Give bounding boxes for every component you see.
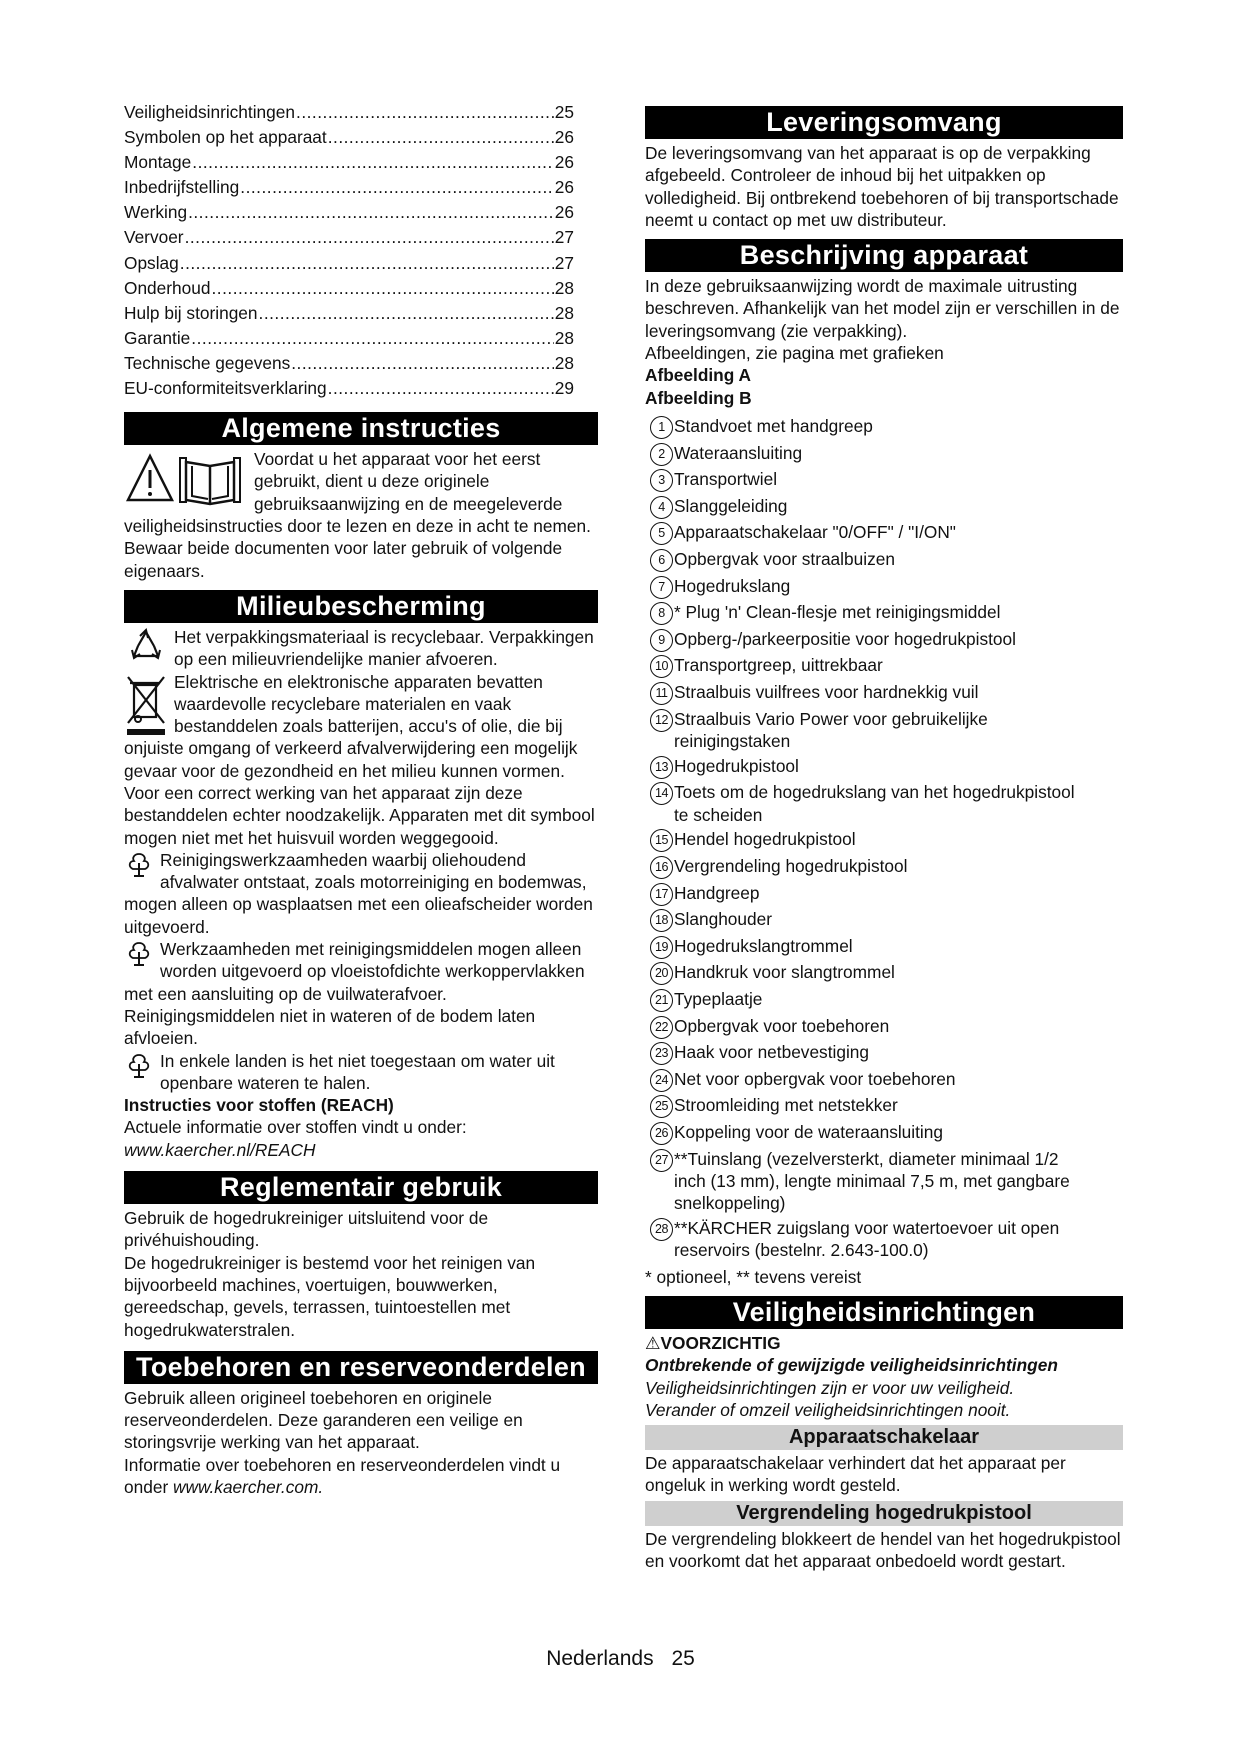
toc-entry[interactable] — [124, 176, 574, 201]
manual-book-icon — [180, 458, 240, 504]
item-text: Vergrendeling hogedrukpistool — [674, 856, 908, 877]
paragraph: In deze gebruiksaanwijzing wordt de maximale uitrusting beschreven. Afhankelijk van het model zijn er verschillen in de leveringsomvang (zie verpakking). — [645, 276, 1120, 341]
toc-leader — [296, 101, 554, 123]
item-text: Handkruk voor slangtrommel — [674, 962, 895, 983]
item-text: * Plug 'n' Clean-flesje met reinigingsmiddel — [674, 602, 1001, 623]
toc-leader — [191, 327, 553, 349]
item-text: Hendel hogedrukpistool — [674, 829, 856, 850]
item-text: Straalbuis vuilfrees voor hardnekkig vuil — [674, 681, 979, 702]
list-item — [650, 1217, 1123, 1262]
list-item — [650, 548, 1123, 572]
item-text: Straalbuis Vario Power voor gebruikelijke reinigingstaken — [674, 708, 988, 751]
item-number: 10 — [650, 655, 673, 678]
toc-entry[interactable] — [124, 277, 574, 302]
paragraph: Bewaar beide documenten voor later gebruik of volgende eigenaars. — [124, 538, 563, 581]
item-number: 16 — [650, 856, 673, 879]
toc-leader — [259, 302, 554, 324]
subheading-apparaatschakelaar: Apparaatschakelaar — [645, 1425, 1123, 1450]
list-item — [650, 1094, 1123, 1118]
water-block — [124, 1050, 598, 1095]
list-item — [650, 468, 1123, 492]
item-number: 3 — [650, 469, 673, 492]
parts-list — [645, 415, 1123, 1262]
figure-reference: Afbeeldingen, zie pagina met grafieken — [645, 343, 944, 364]
item-number: 20 — [650, 962, 673, 985]
warning-triangle-icon — [124, 448, 254, 510]
toc-leader — [291, 352, 554, 374]
warning-block — [124, 448, 598, 582]
toc-page: 27 — [554, 227, 574, 248]
item-number: 9 — [650, 629, 673, 652]
item-number: 7 — [650, 576, 673, 599]
list-item — [650, 708, 1123, 753]
oil-text: Reinigingswerkzaamheden waarbij oliehoudend afvalwater ontstaat, zoals motorreiniging en bodemwas, mogen alleen op wasplaatsen met een olieafscheider worden uitgevoerd. — [124, 849, 593, 937]
caution-label: VOORZICHTIG — [660, 1332, 781, 1353]
toebehoren-text: Informatie over toebehoren en reserveonderdelen vindt u onder — [124, 1454, 561, 1497]
list-item — [650, 961, 1123, 985]
list-item — [650, 601, 1123, 625]
page-number: 25 — [671, 1647, 695, 1670]
list-item — [650, 1121, 1123, 1145]
item-number: 28 — [650, 1218, 673, 1241]
table-of-contents — [124, 101, 598, 402]
toc-label: Hulp bij storingen — [124, 302, 258, 323]
reach-link[interactable]: www.kaercher.nl/REACH — [124, 1139, 316, 1160]
toc-leader — [192, 151, 554, 173]
list-item — [650, 781, 1123, 826]
toc-leader — [188, 201, 554, 223]
item-text: Stroomleiding met netstekker — [674, 1095, 898, 1116]
list-item — [650, 442, 1123, 466]
item-text: Net voor opbergvak voor toebehoren — [674, 1068, 956, 1089]
reach-title: Instructies voor stoffen (REACH) — [124, 1095, 394, 1116]
toc-page: 28 — [554, 327, 574, 348]
section-heading-beschrijving: Beschrijving apparaat — [645, 239, 1123, 272]
toc-page: 26 — [554, 202, 574, 223]
water-text: In enkele landen is het niet toegestaan om water uit openbare wateren te halen. — [160, 1050, 555, 1093]
item-text: Koppeling voor de wateraansluiting — [674, 1122, 943, 1142]
list-item — [650, 1068, 1123, 1092]
section-heading-levering: Leveringsomvang — [645, 106, 1123, 139]
item-number: 8 — [650, 602, 673, 625]
footnote: * optioneel, ** tevens vereist — [645, 1266, 862, 1287]
list-item — [650, 628, 1123, 652]
list-item — [650, 882, 1123, 906]
paragraph: Gebruik de hogedrukreiniger uitsluitend voor de privéhuishouding. — [124, 1208, 489, 1251]
weee-block — [124, 671, 598, 849]
list-item — [650, 654, 1123, 678]
item-number: 26 — [650, 1122, 673, 1145]
toc-entry[interactable] — [124, 226, 574, 251]
list-item — [650, 681, 1123, 705]
paragraph: De apparaatschakelaar verhindert dat het apparaat per ongeluk in werking wordt gesteld. — [645, 1453, 1066, 1496]
toc-page: 27 — [554, 252, 574, 273]
warning-icons — [124, 448, 254, 514]
toc-label: Veiligheidsinrichtingen — [124, 102, 296, 122]
item-number: 18 — [650, 909, 673, 932]
page-footer — [0, 1646, 1241, 1672]
toc-label: Symbolen op het apparaat — [124, 127, 327, 148]
toc-entry[interactable] — [124, 252, 574, 277]
list-item — [650, 1015, 1123, 1039]
toc-label: Werking — [124, 202, 188, 223]
crossed-bin-icon — [124, 671, 174, 737]
item-text: Opbergvak voor toebehoren — [674, 1015, 890, 1036]
recycle-block — [124, 626, 598, 671]
weee-text: Elektrische en elektronische apparaten bevatten waardevolle recyclebare materialen en vaak bestanddelen zoals batterijen, accu's of olie, die bij onjuiste omgang of verkeerd afvalverwijdering een mogelijk gevaar voor de gezondheid en het milieu kunnen vormen. Voor een correct werking van het apparaat zijn deze bestanddelen echter noodzakelijk. Apparaten met dit symbool mogen niet met het huisvuil worden weggegooid. — [124, 671, 595, 848]
list-item — [650, 988, 1123, 1012]
toc-page: 29 — [554, 378, 574, 399]
list-item — [650, 908, 1123, 932]
figure-a-label: Afbeelding A — [645, 365, 751, 386]
toc-page: 28 — [554, 352, 574, 373]
reach-text: Actuele informatie over stoffen vindt u onder: — [124, 1117, 467, 1138]
toc-entry[interactable] — [124, 126, 574, 151]
item-text: Slanggeleiding — [674, 495, 788, 516]
item-text: Hogedrukpistool — [674, 755, 799, 776]
environment-tree-icon — [124, 1050, 160, 1074]
toc-entry[interactable] — [124, 377, 574, 402]
toc-page: 25 — [554, 102, 574, 122]
item-number: 23 — [650, 1042, 673, 1065]
list-item — [650, 755, 1123, 779]
environment-tree-icon — [124, 849, 160, 873]
paragraph: De leveringsomvang van het apparaat is op de verpakking afgebeeld. Controleer de inhoud bij het uitpakken op volledigheid. Bij ontbrekend toebehoren of bij transportschade neemt u contact op met uw distributeur. — [645, 143, 1119, 230]
item-number: 15 — [650, 829, 673, 852]
item-text: Standvoet met handgreep — [674, 415, 873, 436]
item-number: 24 — [650, 1069, 673, 1092]
item-text: Toets om de hogedrukslang van het hogedrukpistool te scheiden — [674, 782, 1075, 825]
section-heading-reglementair: Reglementair gebruik — [124, 1171, 598, 1204]
item-text: Hogedrukslang — [674, 575, 791, 596]
list-item — [650, 415, 1123, 439]
item-text: Transportwiel — [674, 469, 778, 490]
item-number: 1 — [650, 416, 673, 439]
toc-entry[interactable] — [124, 352, 574, 377]
detergent-block — [124, 938, 598, 1049]
figure-b-label: Afbeelding B — [645, 387, 752, 408]
toc-label: Technische gegevens — [124, 352, 291, 373]
paragraph — [124, 1454, 598, 1499]
caution-icon: ⚠ — [645, 1332, 661, 1353]
paragraph: Gebruik alleen origineel toebehoren en originele reserveonderdelen. Deze garanderen een veilige en storingsvrije werking van het apparaat. — [124, 1387, 523, 1453]
item-number: 4 — [650, 496, 673, 519]
item-number: 19 — [650, 936, 673, 959]
item-text: **KÄRCHER zuigslang voor watertoevoer uit open reservoirs (bestelnr. 2.643-100.0) — [674, 1218, 1060, 1261]
item-number: 25 — [650, 1095, 673, 1118]
item-text: Slanghouder — [674, 909, 773, 930]
toc-label: EU-conformiteitsverklaring — [124, 378, 327, 399]
reach-paragraph — [124, 1116, 598, 1161]
item-number: 2 — [650, 443, 673, 466]
item-text: Handgreep — [674, 882, 760, 903]
item-number: 17 — [650, 883, 673, 906]
section-heading-milieu: Milieubescherming — [124, 590, 598, 623]
toc-page: 28 — [554, 302, 574, 323]
section-heading-veiligheid: Veiligheidsinrichtingen — [645, 1296, 1123, 1329]
item-text: **Tuinslang (vezelversterkt, diameter minimaal 1/2 inch (13 mm), lengte minimaal 7,5 m, met gangbare snelkoppeling) — [674, 1148, 1070, 1214]
caution-line: Verander of omzeil veiligheidsinrichtingen nooit. — [645, 1399, 1011, 1420]
kaercher-link[interactable]: www.kaercher.com. — [173, 1477, 324, 1497]
toc-leader — [211, 277, 553, 299]
item-number: 22 — [650, 1016, 673, 1039]
item-text: Wateraansluiting — [674, 442, 803, 463]
oil-block — [124, 849, 598, 938]
toc-entry[interactable] — [124, 302, 574, 327]
toc-page: 28 — [554, 277, 574, 298]
list-item — [650, 1041, 1123, 1065]
subheading-vergrendeling: Vergrendeling hogedrukpistool — [645, 1501, 1123, 1526]
toc-leader — [328, 377, 554, 399]
toc-label: Onderhoud — [124, 277, 211, 298]
right-column — [645, 106, 1123, 1572]
section-heading-toebehoren: Toebehoren en reserveonderdelen — [124, 1351, 598, 1384]
item-text: Transportgreep, uittrekbaar — [674, 655, 883, 676]
caution-line: Veiligheidsinrichtingen zijn er voor uw veiligheid. — [645, 1377, 1015, 1398]
toc-label: Montage — [124, 152, 192, 173]
list-item — [650, 828, 1123, 852]
item-text: Opberg-/parkeerpositie voor hogedrukpistool — [674, 628, 1016, 649]
item-text: Hogedrukslangtrommel — [674, 935, 853, 956]
item-number: 6 — [650, 549, 673, 572]
toc-leader — [328, 126, 554, 148]
toc-label: Inbedrijfstelling — [124, 177, 240, 198]
section-heading-algemene: Algemene instructies — [124, 412, 598, 445]
list-item — [650, 521, 1123, 545]
toc-leader — [240, 176, 553, 198]
list-item — [650, 1148, 1123, 1215]
toc-leader — [185, 226, 554, 248]
toc-label: Garantie — [124, 327, 191, 348]
item-number: 27 — [650, 1149, 673, 1172]
list-item — [650, 495, 1123, 519]
list-item — [650, 575, 1123, 599]
list-item — [650, 935, 1123, 959]
detergent-text: Werkzaamheden met reinigingsmiddelen mogen alleen worden uitgevoerd op vloeistofdichte werkoppervlakken met een aansluiting op de vuilwaterafvoer. Reinigingsmiddelen niet in wateren of de bodem laten afvloeien. — [124, 939, 585, 1049]
item-text: Haak voor netbevestiging — [674, 1042, 870, 1063]
toc-label: Vervoer — [124, 227, 184, 248]
footer-language: Nederlands — [546, 1647, 654, 1670]
paragraph: De vergrendeling blokkeert de hendel van het hogedrukpistool en voorkomt dat het apparaat onbedoeld wordt gestart. — [645, 1528, 1121, 1572]
item-number: 13 — [650, 756, 673, 779]
toc-entry[interactable] — [124, 201, 574, 226]
item-number: 12 — [650, 709, 673, 732]
toc-entry[interactable] — [124, 327, 574, 352]
caution-label-line — [645, 1332, 1123, 1354]
caution-title: Ontbrekende of gewijzigde veiligheidsinrichtingen — [645, 1355, 1058, 1376]
item-number: 21 — [650, 989, 673, 1012]
toc-page: 26 — [554, 127, 574, 148]
list-item — [650, 855, 1123, 879]
item-number: 11 — [650, 682, 673, 705]
toc-page: 26 — [554, 152, 574, 173]
environment-tree-icon — [124, 938, 160, 962]
item-text: Opbergvak voor straalbuizen — [674, 548, 895, 569]
recycle-text: Het verpakkingsmateriaal is recyclebaar. Verpakkingen op een milieuvriendelijke manier afvoeren. — [174, 626, 594, 670]
warning-text: Voordat u het apparaat voor het eerst gebruikt, dient u deze originele gebruiksaanwijzing en de meegeleverde veiligheidsinstructies door te lezen en deze in acht te nemen. — [124, 449, 591, 537]
paragraph: De hogedrukreiniger is bestemd voor het reinigen van bijvoorbeeld machines, voertuigen, bouwwerken, gereedschap, gevels, terrassen, tuintoestellen met hogedrukwaterstralen. — [124, 1252, 536, 1340]
toc-leader — [180, 252, 554, 274]
toc-entry[interactable] — [124, 151, 574, 176]
item-text: Typeplaatje — [674, 989, 763, 1010]
item-number: 14 — [650, 782, 673, 805]
item-text: Apparaatschakelaar "0/OFF" / "I/ON" — [674, 522, 956, 543]
item-number: 5 — [650, 522, 673, 545]
left-column — [124, 102, 598, 1498]
toc-label: Opslag — [124, 252, 179, 273]
toc-page: 26 — [554, 177, 574, 198]
toc-entry[interactable] — [124, 101, 574, 126]
recycle-icon — [124, 626, 174, 670]
